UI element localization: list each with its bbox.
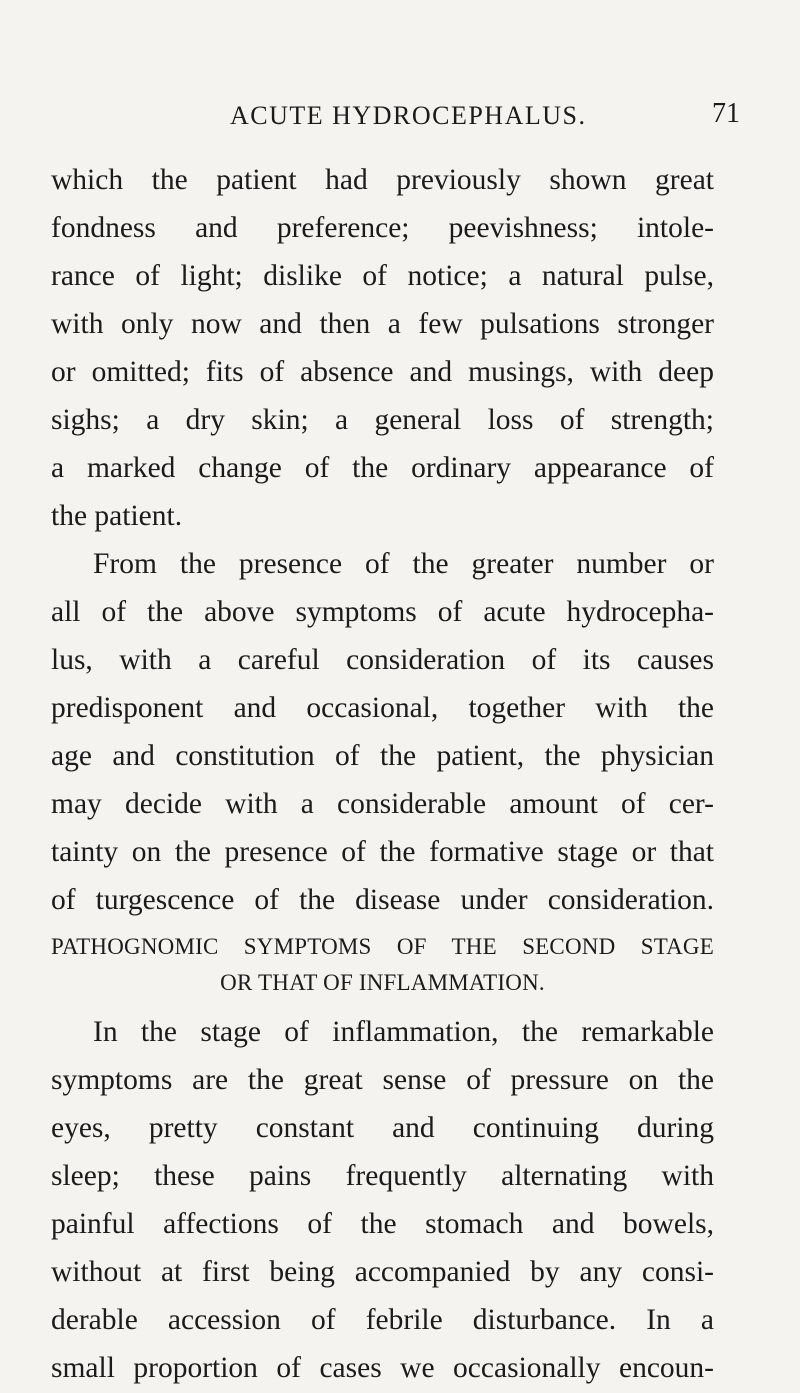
text-line: without at first being accompanied by any consi- bbox=[51, 1256, 714, 1288]
text-line: lus, with a careful consideration of its causes bbox=[51, 644, 714, 676]
text-line: of turgescence of the disease under consideration. bbox=[51, 884, 714, 916]
text-line: the patient. bbox=[51, 500, 183, 532]
text-line: predisponent and occasional, together with the bbox=[51, 692, 714, 724]
text-line: tainty on the presence of the formative stage or that bbox=[51, 836, 714, 868]
text-line: painful affections of the stomach and bowels, bbox=[51, 1208, 714, 1240]
text-line: which the patient had previously shown great bbox=[51, 164, 714, 196]
text-line: sleep; these pains frequently alternating with bbox=[51, 1160, 714, 1192]
text-line: From the presence of the greater number or bbox=[93, 548, 714, 580]
text-line: a marked change of the ordinary appearance of bbox=[51, 452, 714, 484]
paragraph-1 bbox=[51, 156, 714, 540]
paragraph-3 bbox=[51, 1008, 714, 1392]
text-line: derable accession of febrile disturbance. In a bbox=[51, 1304, 714, 1336]
section-heading-line: PATHOGNOMIC SYMPTOMS OF THE SECOND STAGE bbox=[51, 934, 714, 959]
text-line: symptoms are the great sense of pressure on the bbox=[51, 1064, 714, 1096]
text-line: may decide with a considerable amount of cer- bbox=[51, 788, 714, 820]
page-header bbox=[0, 94, 800, 134]
text-line: fondness and preference; peevishness; intole- bbox=[51, 212, 714, 244]
text-line: all of the above symptoms of acute hydrocepha- bbox=[51, 596, 714, 628]
section-heading-line: OR THAT OF INFLAMMATION. bbox=[220, 970, 545, 995]
text-line: eyes, pretty constant and continuing during bbox=[51, 1112, 714, 1144]
paragraph-2 bbox=[51, 540, 714, 924]
text-line: sighs; a dry skin; a general loss of strength; bbox=[51, 404, 714, 436]
page-number: 71 bbox=[712, 98, 740, 129]
text-line: In the stage of inflammation, the remarkable bbox=[93, 1016, 714, 1048]
text-line: rance of light; dislike of notice; a natural pulse, bbox=[51, 260, 714, 292]
text-line: with only now and then a few pulsations stronger bbox=[51, 308, 714, 340]
text-line: small proportion of cases we occasionally encoun- bbox=[51, 1352, 714, 1384]
section-heading bbox=[51, 929, 714, 1001]
running-head: ACUTE HYDROCEPHALUS. bbox=[230, 101, 587, 130]
text-line: age and constitution of the patient, the physician bbox=[51, 740, 714, 772]
text-line: or omitted; fits of absence and musings, with deep bbox=[51, 356, 714, 388]
